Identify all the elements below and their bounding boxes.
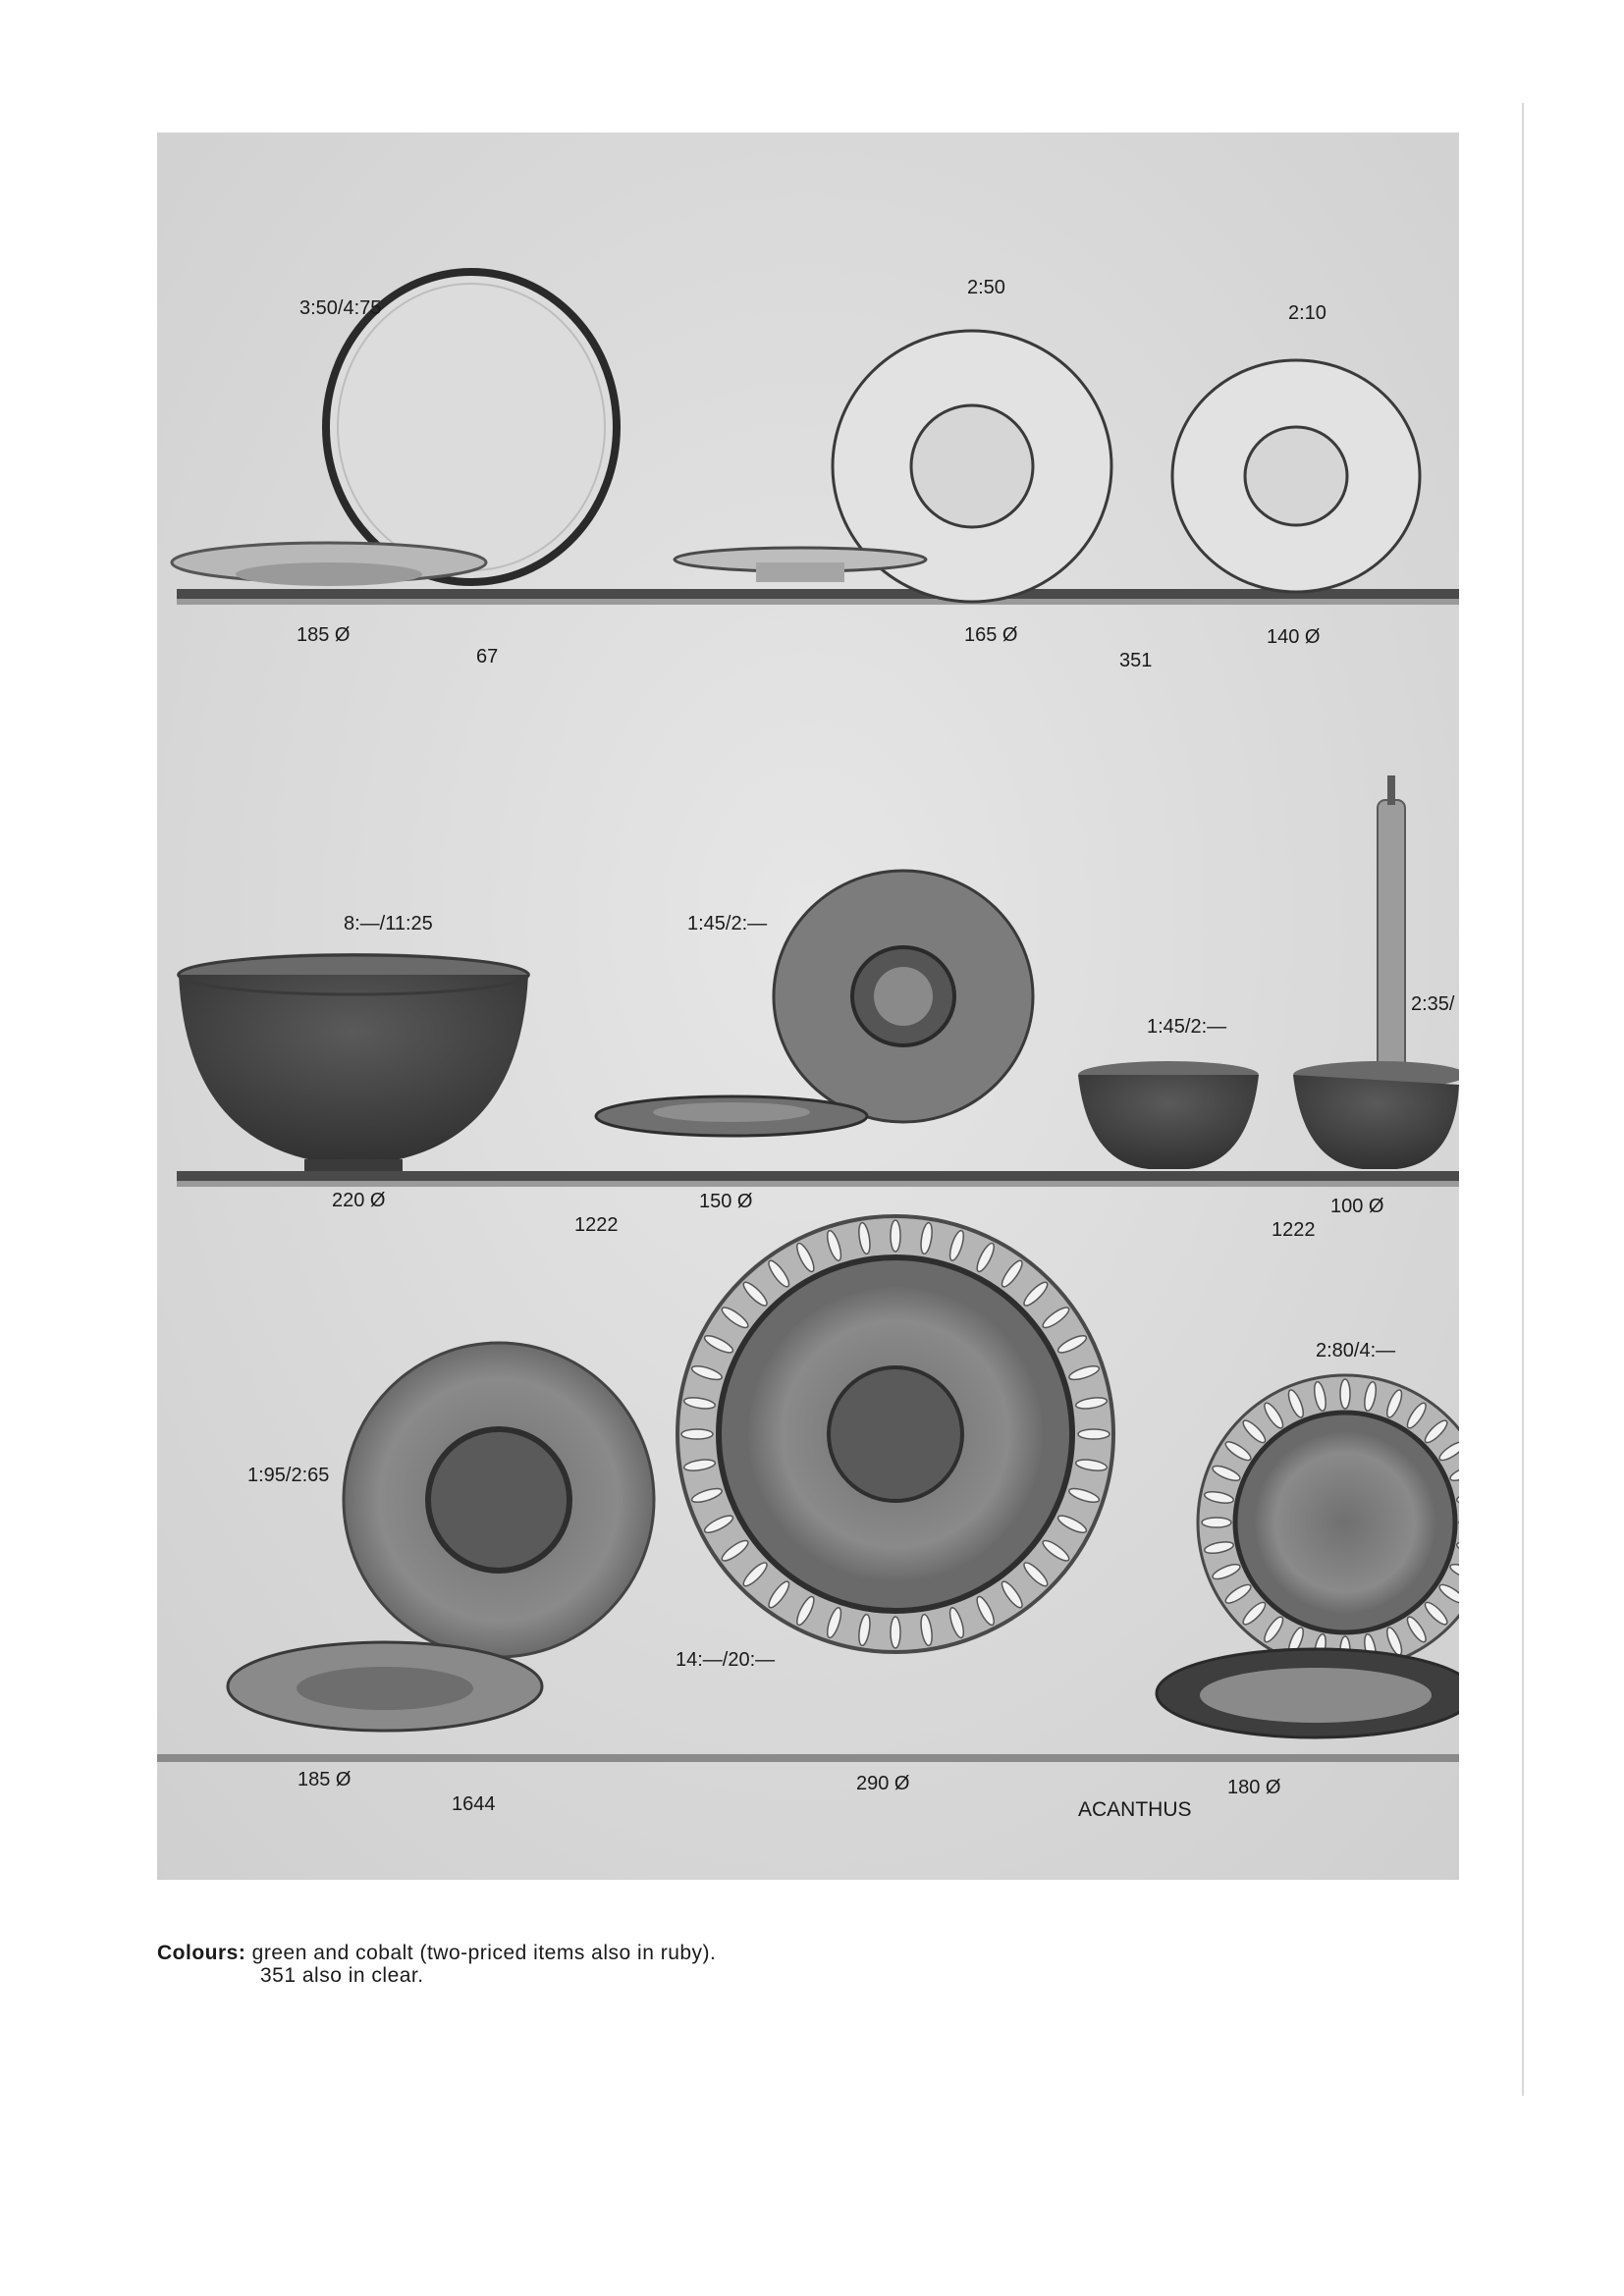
diameter-label: 140 Ø <box>1267 626 1321 648</box>
diameter-label: 100 Ø <box>1330 1196 1384 1217</box>
diameter-label: 180 Ø <box>1227 1777 1281 1798</box>
dish-upright <box>774 871 1033 1122</box>
acanthus-petal <box>891 1617 900 1648</box>
shelf-edge <box>177 1171 1459 1181</box>
acanthus-petal <box>1202 1518 1231 1527</box>
model-number: 1222 <box>1272 1219 1316 1241</box>
price-label: 1:95/2:65 <box>247 1465 330 1486</box>
diameter-label: 185 Ø <box>298 1769 352 1790</box>
price-label: 2:10 <box>1288 302 1326 324</box>
price-label: 1:45/2:— <box>1147 1016 1227 1038</box>
price-label: 3:50/4:75 <box>299 297 382 319</box>
diameter-label: 220 Ø <box>332 1190 386 1211</box>
model-number: 1222 <box>574 1214 619 1236</box>
price-label: 2:80/4:— <box>1316 1340 1396 1362</box>
acanthus-large-plate <box>677 1216 1113 1652</box>
series-name: ACANTHUS <box>1078 1798 1192 1821</box>
plate-1644-upright <box>344 1343 654 1657</box>
price-label: 8:—/11:25 <box>344 913 433 934</box>
shelf-edge <box>157 1754 1459 1762</box>
price-label: 2:35/ <box>1411 993 1455 1015</box>
colours-caption <box>157 1942 716 1987</box>
diameter-label: 290 Ø <box>856 1773 910 1794</box>
diameter-label: 185 Ø <box>297 624 351 646</box>
caption-line-2: 351 also in clear. <box>260 1964 424 1987</box>
model-number: 1644 <box>452 1793 496 1815</box>
acanthus-petal <box>681 1429 713 1439</box>
acanthus-small-plate-flat <box>1157 1649 1459 1737</box>
small-saucer-upright <box>1172 360 1420 592</box>
acanthus-petal <box>1078 1429 1110 1439</box>
plate-1644-flat <box>228 1642 542 1731</box>
model-number: 67 <box>476 646 499 667</box>
price-label: 2:50 <box>967 277 1005 298</box>
caption-line-1: green and cobalt (two-priced items also in ruby). <box>251 1942 717 1964</box>
catalogue-photo <box>157 133 1459 1880</box>
caption-heading: Colours: <box>157 1942 246 1964</box>
shelf-edge <box>177 589 1459 599</box>
price-label: 14:—/20:— <box>676 1649 776 1671</box>
page-edge-line <box>1522 103 1524 2096</box>
acanthus-petal <box>891 1220 900 1252</box>
diameter-label: 150 Ø <box>699 1191 753 1212</box>
price-label: 1:45/2:— <box>687 913 768 934</box>
acanthus-petal <box>1340 1379 1350 1409</box>
model-number: 351 <box>1119 650 1153 671</box>
dish-flat <box>596 1096 867 1136</box>
diameter-label: 165 Ø <box>964 624 1018 646</box>
